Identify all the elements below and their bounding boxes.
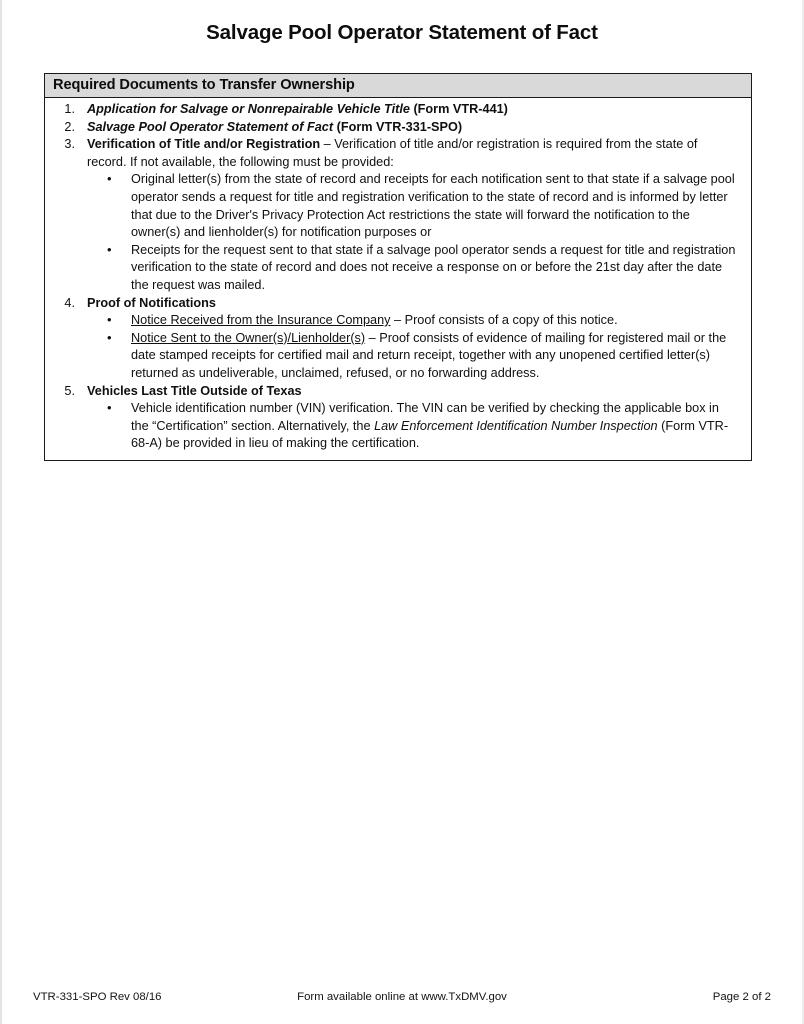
list-item-text [87,119,744,137]
list-item-text [87,136,744,171]
list-item [53,101,744,119]
list-item-number: 4. [64,295,75,310]
list-item [103,330,744,383]
sub-bullet-list [87,400,744,453]
bullet-body: – Proof consists of evidence of mailing for registered mail or the date stamped receipts for certified mail and return receipt, together with any unopened certified letter(s) returned as undeliverable, unclaimed, refused, or no forwarding address. [131,330,727,380]
sub-bullet-list [87,312,744,382]
required-documents-body [45,98,751,460]
list-item [53,136,744,294]
item-form-number: (Form VTR-331-SPO) [333,119,463,134]
list-item-text [87,101,744,119]
list-item [103,400,744,453]
list-item-text [87,383,744,401]
bullet-text [131,312,744,330]
form-name-italic: Law Enforcement Identification Number Inspection [374,418,658,433]
bullet-text: Original letter(s) from the state of record and receipts for each notification sent to that state if a salvage pool operator sends a request for title and registration verification to the state of record and is informed by letter that due to the Driver's Privacy Protection Act restrictions the state will forward the notification to the owner(s) and lienholder(s) for notification purposes or [131,172,735,240]
bullet-text [131,400,744,453]
list-item [53,119,744,137]
page-title: Salvage Pool Operator Statement of Fact [206,21,598,44]
footer-availability-note: Form available online at www.TxDMV.gov [297,991,507,1003]
list-item-number: 5. [64,383,75,398]
sub-bullet-list [87,171,744,294]
list-item-number: 2. [64,119,75,134]
bullet-lead-in: Notice Sent to the Owner(s)/Lienholder(s) [131,330,366,345]
bullet-icon: • [107,241,112,257]
bullet-body: – Proof consists of a copy of this notice. [390,313,618,328]
list-item [53,295,744,383]
bullet-body-before: Vehicle identification number (VIN) verification. The VIN can be verified by checking the applicable box in the “Certification” section. Alternatively, the [131,401,719,433]
bullet-icon: • [107,171,112,187]
requirements-list [45,101,744,453]
list-item-text [87,295,744,313]
list-item-number: 1. [64,102,75,116]
bullet-text: Receipts for the request sent to that state if a salvage pool operator sends a request for title and registration verification to the state of record and does not receive a response on or before the 21st day after the date the request was mailed. [131,242,736,292]
item-title: Salvage Pool Operator Statement of Fact [87,119,334,134]
page-footer [0,991,804,1009]
list-item [103,312,744,330]
bullet-icon: • [107,312,112,328]
bullet-body-after: (Form VTR-68-A) be provided in lieu of making the certification. [131,418,729,451]
list-item [53,383,744,453]
item-form-number: (Form VTR-441) [409,102,508,116]
required-documents-header: Required Documents to Transfer Ownership [45,74,751,98]
item-title: Verification of Title and/or Registration [87,137,321,152]
item-title: Proof of Notifications [87,295,216,310]
bullet-icon: • [107,400,112,416]
list-item-number: 3. [64,137,75,152]
bullet-text [131,330,744,383]
required-documents-box [44,73,752,461]
bullet-lead-in: Notice Received from the Insurance Company [131,313,391,328]
item-title: Vehicles Last Title Outside of Texas [87,383,302,398]
list-item [103,171,744,241]
footer-form-id: VTR-331-SPO Rev 08/16 [33,991,162,1003]
bullet-icon: • [107,329,112,345]
footer-page-number: Page 2 of 2 [712,991,771,1003]
list-item [103,242,744,295]
item-body: – Verification of title and/or registration is required from the state of record. If not available, the following must be provided: [87,137,698,169]
item-title: Application for Salvage or Nonrepairable Vehicle Title [87,102,410,116]
